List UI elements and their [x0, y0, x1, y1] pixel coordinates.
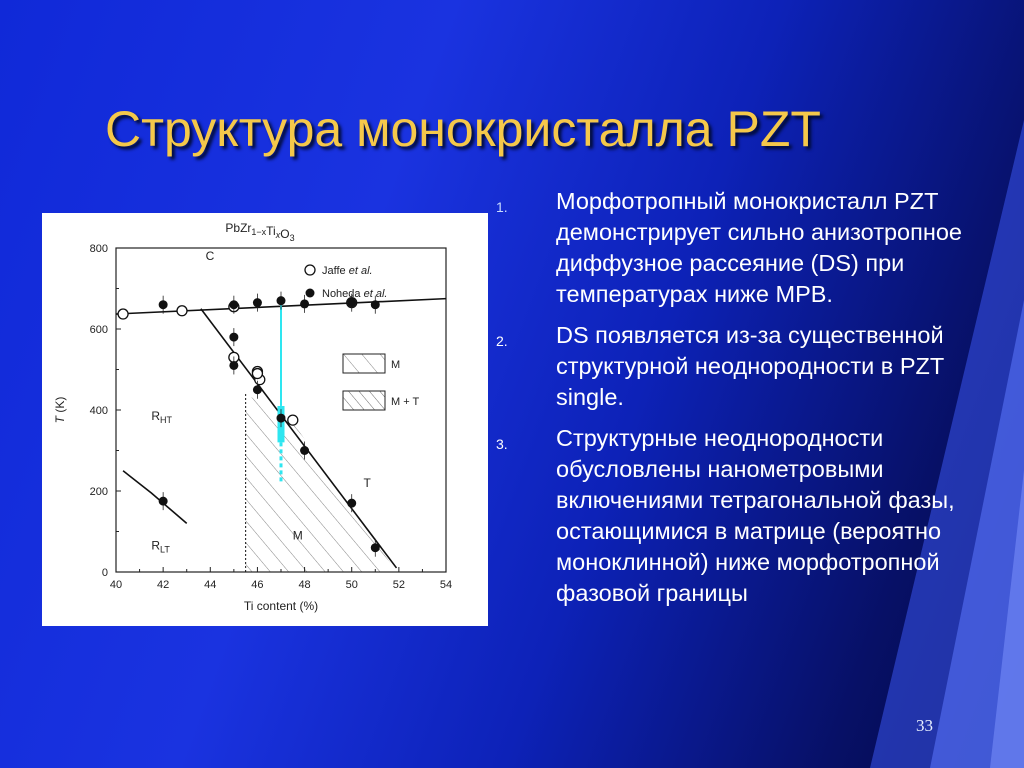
list-item-text: Морфотропный монокристалл PZT демонстрирует сильно анизотропное диффузное рассеяние (DS) при температурах ниже MPB. — [556, 188, 962, 307]
x-tick-label: 54 — [439, 579, 453, 591]
list-item — [496, 186, 1018, 310]
list-item — [496, 320, 1018, 413]
phase-legend-swatch — [343, 391, 385, 410]
legend-marker-open — [305, 265, 315, 275]
legend-marker-filled — [306, 289, 315, 298]
region-label-rht: $R_{HT}$ — [151, 409, 173, 426]
slide-title: Структура монокристалла PZT — [105, 101, 821, 157]
data-point-noheda — [229, 300, 238, 309]
list-item-number: 3. — [496, 436, 508, 452]
data-point-noheda — [253, 385, 262, 394]
y-tick-label: 400 — [89, 405, 108, 417]
list-item — [496, 423, 1018, 609]
phase-diagram-chart — [42, 213, 488, 626]
chart-title: $PbZr_{1-x}Ti_xO_3$ — [225, 221, 295, 243]
data-point-jaffe — [177, 306, 187, 316]
list-item-text: DS появляется из-за существенной структурной неоднородности в PZT single. — [556, 322, 944, 410]
data-point-noheda — [277, 414, 286, 423]
phase-legend-label: M + T — [391, 396, 420, 408]
data-point-noheda — [347, 499, 356, 508]
x-tick-label: 48 — [298, 579, 311, 591]
region-label-m: M — [292, 528, 303, 543]
data-point-noheda — [159, 497, 168, 506]
region-label-c: C — [205, 249, 215, 264]
x-tick-label: 44 — [204, 579, 217, 591]
phase-legend-label: M — [391, 359, 401, 371]
y-tick-label: 200 — [89, 486, 108, 498]
legend-entry: Jaffe et al. — [322, 265, 373, 277]
x-tick-label: 50 — [345, 579, 358, 591]
bullet-list — [496, 186, 1018, 619]
data-point-noheda — [229, 333, 238, 342]
data-point-noheda — [253, 298, 262, 307]
data-point-jaffe — [118, 309, 128, 319]
data-point-jaffe — [252, 369, 262, 379]
region-label-rlt: $R_{LT}$ — [151, 538, 170, 555]
y-tick-label: 0 — [101, 567, 108, 579]
y-axis-label: T (K) — [53, 396, 67, 424]
data-point-noheda — [159, 300, 168, 309]
slide-number: 33 — [916, 716, 933, 735]
x-tick-label: 42 — [157, 579, 170, 591]
data-point-noheda — [371, 543, 380, 552]
region-label-t: T — [363, 475, 371, 490]
list-item-number: 1. — [496, 199, 508, 215]
y-tick-label: 800 — [89, 243, 108, 255]
x-tick-label: 52 — [392, 579, 405, 591]
data-point-noheda — [277, 296, 286, 305]
y-tick-label: 600 — [89, 324, 108, 336]
phase-legend-swatch — [343, 354, 385, 373]
x-tick-label: 40 — [109, 579, 123, 591]
list-item-number: 2. — [496, 333, 508, 349]
data-point-noheda — [371, 300, 380, 309]
x-tick-label: 46 — [251, 579, 264, 591]
legend-entry: Noheda et al. — [322, 288, 388, 300]
rht-rlt-boundary-line — [123, 471, 187, 524]
data-point-noheda — [229, 361, 238, 370]
data-point-jaffe — [288, 415, 298, 425]
list-item-text: Структурные неоднородности обусловлены нанометровыми включениями тетрагональной фазы, остающимися в матрице (вероятно моноклинной) ниже морфотропной фазовой границы — [556, 425, 955, 606]
phase-diagram-figure — [42, 213, 488, 626]
data-point-noheda — [300, 299, 309, 308]
data-point-noheda — [300, 446, 309, 455]
x-axis-label: Ti content (%) — [243, 599, 319, 613]
